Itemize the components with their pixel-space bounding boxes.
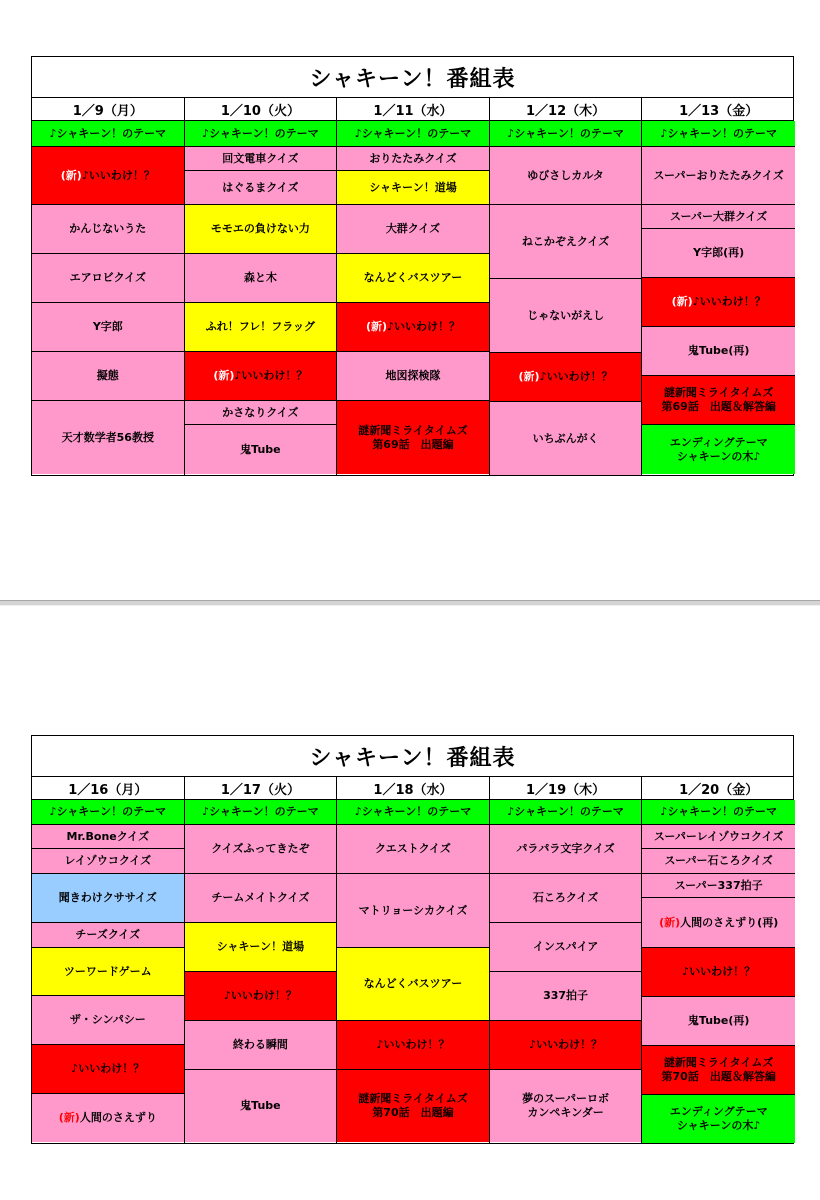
program-cell xyxy=(185,874,337,923)
new-tag: (新) xyxy=(671,295,693,309)
program-cell xyxy=(337,205,489,254)
program-name: かさなりクイズ xyxy=(222,405,299,419)
program-name: ♪シャキーン！のテーマ xyxy=(49,126,167,140)
program-cell xyxy=(642,948,795,997)
program-name: いちぶんがく xyxy=(532,431,599,445)
program-cell xyxy=(32,1094,184,1142)
program-cell xyxy=(337,401,489,474)
program-name: じゃないがえし xyxy=(527,308,605,322)
program-cell xyxy=(642,997,795,1046)
program-name: チーズクイズ xyxy=(75,928,141,942)
program-cell xyxy=(185,825,337,874)
program-cell xyxy=(185,401,337,425)
page-separator xyxy=(0,600,820,606)
program-cell xyxy=(490,1070,642,1142)
new-tag: (新) xyxy=(365,320,387,334)
program-name: ♪シャキーン！のテーマ xyxy=(507,805,624,819)
program-name: ♪いいわけ！？ xyxy=(376,1038,450,1052)
program-name: 人間のさえずり(再) xyxy=(680,915,779,929)
program-name: 聞きわけクササイズ xyxy=(58,891,157,905)
program-name: 人間のさえずり xyxy=(79,1111,157,1125)
program-cell xyxy=(490,353,642,402)
day-header: 1／18（水） xyxy=(337,777,490,799)
program-name: ♪シャキーン！のテーマ xyxy=(354,805,472,819)
program-cell xyxy=(337,825,489,874)
program-cell xyxy=(490,402,642,475)
program-cell xyxy=(337,1070,489,1142)
program-name: 回文電車クイズ xyxy=(222,151,299,165)
program-name: ♪いいわけ！？ xyxy=(387,320,461,334)
program-cell xyxy=(185,303,337,352)
program-cell xyxy=(185,147,337,171)
program-name: 地図探検隊 xyxy=(385,369,441,383)
program-name: レイゾウコクイズ xyxy=(64,854,152,868)
program-name: ゆびさしカルタ xyxy=(527,168,604,182)
program-cell xyxy=(32,121,184,147)
program-cell xyxy=(642,825,795,849)
program-grid xyxy=(32,800,793,1143)
program-cell xyxy=(32,147,184,205)
program-name: ♪シャキーン！のテーマ xyxy=(49,805,167,819)
program-cell xyxy=(642,205,795,229)
program-name: マトリョーシカクイズ xyxy=(358,903,468,917)
program-name: インスパイア xyxy=(532,940,599,954)
new-tag: (新) xyxy=(58,1111,80,1125)
program-name: 鬼Tube(再) xyxy=(687,1014,750,1028)
program-cell xyxy=(490,205,642,279)
new-tag: (新) xyxy=(659,915,681,929)
program-cell xyxy=(32,303,184,352)
program-name: ♪いいわけ！？ xyxy=(81,168,155,182)
program-name: シャキーン！道場 xyxy=(369,180,457,194)
program-cell xyxy=(337,303,489,352)
program-cell xyxy=(185,121,337,147)
program-cell xyxy=(185,352,337,401)
program-name: ふれ！フレ！フラッグ xyxy=(205,320,316,334)
program-cell xyxy=(642,327,795,376)
program-name: 謎新聞ミライタイムズ 第70話 出題＆解答編 xyxy=(661,1056,776,1083)
program-cell xyxy=(32,825,184,849)
day-column xyxy=(185,800,338,1143)
program-cell xyxy=(490,874,642,923)
day-column xyxy=(32,121,185,475)
program-name: ♪いいわけ！？ xyxy=(539,370,613,384)
program-grid xyxy=(32,121,793,475)
program-name: かんじないうた xyxy=(69,222,147,236)
program-name: 謎新聞ミライタイムズ 第69話 出題＆解答編 xyxy=(661,386,776,413)
program-name: ♪いいわけ！？ xyxy=(529,1038,603,1052)
program-name: 謎新聞ミライタイムズ 第69話 出題編 xyxy=(358,423,468,451)
program-name: 天才数学者56教授 xyxy=(61,430,154,444)
program-name: スーパー石ころクイズ xyxy=(664,854,773,868)
program-cell xyxy=(32,874,184,923)
program-name: ♪いいわけ！？ xyxy=(234,369,308,383)
day-column xyxy=(337,800,490,1143)
program-name: チームメイトクイズ xyxy=(211,891,310,905)
program-name: ♪いいわけ！？ xyxy=(223,989,297,1003)
program-cell xyxy=(337,254,489,303)
program-cell xyxy=(642,898,795,948)
program-cell xyxy=(185,1070,337,1142)
program-cell xyxy=(337,948,489,1021)
program-name: スーパーレイゾウコクイズ xyxy=(653,829,784,843)
program-name: 大群クイズ xyxy=(385,222,441,236)
program-name: スーパー大群クイズ xyxy=(670,209,768,223)
program-cell xyxy=(185,800,337,825)
program-cell xyxy=(490,121,642,147)
program-name: シャキーン！道場 xyxy=(216,940,305,954)
program-cell xyxy=(642,121,795,147)
program-cell xyxy=(642,1095,795,1143)
schedule-title: シャキーン！番組表 xyxy=(32,736,793,777)
program-name: 鬼Tube xyxy=(240,442,281,456)
program-cell xyxy=(337,1021,489,1070)
program-name: エンディングテーマ シャキーンの木♪ xyxy=(669,435,768,463)
schedule-sheet-week1 xyxy=(31,56,794,476)
day-header: 1／20（金） xyxy=(679,782,759,798)
program-cell xyxy=(642,874,795,898)
program-name: ♪シャキーン！のテーマ xyxy=(660,805,777,819)
program-cell xyxy=(32,254,184,303)
program-cell xyxy=(642,229,795,278)
program-cell xyxy=(642,376,795,425)
day-column xyxy=(32,800,185,1143)
program-cell xyxy=(32,1045,184,1094)
day-header: 1／13（金） xyxy=(679,103,759,119)
program-name: スーパーおりたたみクイズ xyxy=(653,168,784,182)
program-name: 謎新聞ミライタイムズ 第70話 出題編 xyxy=(358,1092,468,1119)
program-cell xyxy=(490,147,642,205)
day-header: 1／19（木） xyxy=(490,777,643,799)
program-name: ♪シャキーン！のテーマ xyxy=(354,126,472,140)
program-name: モモエの負けない力 xyxy=(210,222,310,236)
program-cell xyxy=(32,996,184,1045)
program-cell xyxy=(490,923,642,972)
program-cell xyxy=(185,171,337,205)
program-name: スーパー337拍子 xyxy=(674,878,763,892)
day-header: 1／10（火） xyxy=(185,98,338,120)
day-header: 1／16（月） xyxy=(32,777,185,799)
program-cell xyxy=(642,800,795,825)
day-column xyxy=(642,121,795,475)
program-cell xyxy=(337,171,489,205)
program-name: ♪シャキーン！のテーマ xyxy=(202,126,319,140)
program-cell xyxy=(32,205,184,254)
program-name: エアロビクイズ xyxy=(69,271,146,285)
program-name: Mr.Boneクイズ xyxy=(66,829,150,843)
program-name: クエストクイズ xyxy=(375,842,451,856)
program-name: ♪いいわけ！？ xyxy=(71,1062,145,1076)
day-column xyxy=(185,121,338,475)
program-cell xyxy=(490,825,642,874)
program-cell xyxy=(32,800,184,825)
program-name: 終わる瞬間 xyxy=(232,1038,288,1052)
program-cell xyxy=(642,147,795,205)
program-name: 337拍子 xyxy=(543,989,589,1003)
program-name: パラパラ文字クイズ xyxy=(516,842,615,856)
program-name: はぐるまクイズ xyxy=(222,180,299,194)
program-name: ♪いいわけ！？ xyxy=(682,965,756,979)
day-header-row xyxy=(32,777,793,800)
program-cell xyxy=(185,1021,337,1070)
program-cell xyxy=(337,147,489,171)
day-header: 1／11（水） xyxy=(337,98,490,120)
program-cell xyxy=(337,352,489,401)
program-cell xyxy=(490,972,642,1021)
day-header-row xyxy=(32,98,793,121)
day-header: 1／17（火） xyxy=(185,777,338,799)
program-cell xyxy=(185,254,337,303)
program-cell xyxy=(32,352,184,401)
day-header: 1／12（木） xyxy=(490,98,643,120)
program-name: クイズふってきたぞ xyxy=(211,842,310,856)
program-cell xyxy=(32,849,184,874)
schedule-sheet-week2 xyxy=(31,735,794,1144)
program-name: ♪シャキーン！のテーマ xyxy=(202,805,319,819)
day-column xyxy=(337,121,490,475)
program-name: ♪いいわけ！？ xyxy=(692,295,766,309)
program-cell xyxy=(185,425,337,474)
program-cell xyxy=(642,849,795,874)
program-cell xyxy=(185,923,337,972)
program-cell xyxy=(32,401,184,474)
day-column xyxy=(490,800,643,1143)
program-cell xyxy=(642,278,795,327)
program-name: 石ころクイズ xyxy=(532,891,599,905)
new-tag: (新) xyxy=(518,370,540,384)
program-name: なんどくバスツアー xyxy=(363,271,463,285)
program-cell xyxy=(185,205,337,254)
program-name: おりたたみクイズ xyxy=(369,151,457,165)
program-name: Y字郎(再) xyxy=(693,246,745,260)
program-name: 森と木 xyxy=(243,271,277,285)
program-cell xyxy=(337,121,489,147)
program-name: ♪シャキーン！のテーマ xyxy=(507,126,624,140)
day-column xyxy=(490,121,643,475)
program-cell xyxy=(490,1021,642,1070)
day-column xyxy=(642,800,795,1143)
program-name: ねこかぞえクイズ xyxy=(521,234,610,248)
program-cell xyxy=(185,972,337,1021)
program-name: Y字郎 xyxy=(92,320,123,334)
program-name: エンディングテーマ シャキーンの木♪ xyxy=(669,1105,768,1132)
program-cell xyxy=(32,948,184,996)
program-name: 鬼Tube(再) xyxy=(687,344,750,358)
program-cell xyxy=(490,800,642,825)
new-tag: (新) xyxy=(213,369,235,383)
program-name: 擬態 xyxy=(96,369,119,383)
program-name: ツーワードゲーム xyxy=(63,964,152,978)
program-name: 夢のスーパーロボ カンペキンダー xyxy=(522,1092,610,1119)
program-name: ♪シャキーン！のテーマ xyxy=(660,126,777,140)
program-cell xyxy=(337,874,489,948)
program-cell xyxy=(337,800,489,825)
new-tag: (新) xyxy=(60,168,82,182)
day-header: 1／9（月） xyxy=(32,98,185,120)
program-name: 鬼Tube xyxy=(240,1099,281,1113)
schedule-title: シャキーン！番組表 xyxy=(32,57,793,98)
program-cell xyxy=(490,279,642,353)
program-name: なんどくバスツアー xyxy=(363,977,463,991)
program-name: ザ・シンパシー xyxy=(69,1013,146,1027)
program-cell xyxy=(642,1046,795,1095)
program-cell xyxy=(642,425,795,474)
program-cell xyxy=(32,923,184,948)
